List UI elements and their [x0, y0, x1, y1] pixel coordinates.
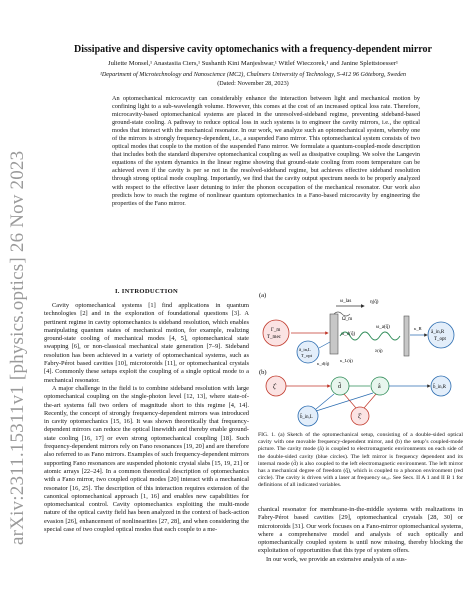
abstract: An optomechanical microcavity can considerably enhance the interaction between light and mechanical motion by confining light to a sub-wavelength volume. However, this comes at the cost of an increased optical loss rate. Therefore, microcavity-based optomechanical systems are placed in the unresolved-sideband regime, preventing sideband-based ground-state cooling. A pathway to reduce optical loss in such systems is to engineer the cavity mirrors, i.e., the optical modes that interact with the mechanical resonator. In our work, we analyze such an optomechanical system, whereby one of the mirrors is strongly frequency-dependent, i.e., a suspended Fano mirror. This optomechanical system consists of two optical modes that couple to the motion of the suspended Fano mirror. We formulate a quantum-coupled-mode description that includes both the standard dispersive optomechanical coupling as well as dissipative coupling. We solve the Langevin equations of the system dynamics in the linear regime showing that ground-state cooling from room temperature can be achieved even if the cavity is per se not in the resolved-sideband regime, but achieves effective sideband resolution through strong optical mode coupling. Importantly, we find that the cavity output spectrum needs to be properly analyzed with respect to the effective laser detuning to infer the phonon occupation of the mechanical resonator. Our work also predicts how to reach the regime of nonlinear quantum optomechanics in a Fano-based microcavity by engineering the properties of the Fano mirror. [112, 95, 420, 207]
affiliation: ¹Department of Microtechnology and Nanoscience (MC2), Chalmers University of Technology, S-412 96 Göteborg, Sweden [99, 71, 407, 78]
a-in-l-label: â_in,L [299, 347, 311, 352]
right-optical-environment-circle [428, 322, 454, 348]
node-d-label: d̂ [338, 384, 341, 390]
t-opt-r-label: T_opt [434, 337, 446, 342]
xi-a-line [364, 394, 376, 408]
mechanical-environment-circle [263, 320, 289, 346]
left-coupling-line [319, 342, 330, 348]
figure-1 [258, 290, 463, 430]
omega-m-label: Ω_m [342, 317, 353, 322]
right-column [258, 506, 463, 610]
left-optical-environment-circle [297, 341, 319, 363]
node-b-in-l-label: b̂_in,L [300, 415, 313, 420]
col2-paragraph-1: chanical resonator for membrane-in-the-middle systems with realizations in Fabry-Pérot based cavities [29], optomechanical crystals [28, 30] or microtoroids [31]. Our work focuses on a Fano-mirror optomechanical systems, where a comprehensive model and analysis of such optically and optomechanically coupled system is until now missing, thereby blocking the exploitation of opportunities that this type of system offers. [258, 506, 463, 555]
lambda-label: λ(q̂) [375, 348, 383, 353]
fano-mirror [330, 314, 338, 354]
kappa-d-label: κ_d(q̂) [317, 361, 330, 366]
kappa-l-label: κ_L(q̂) [340, 358, 353, 363]
arxiv-stamp-container [4, 140, 32, 545]
right-mirror [404, 316, 409, 356]
arxiv-stamp: arXiv:2311.15311v1 [physics.optics] 26 Nov 2023 [7, 150, 28, 545]
node-zeta-label: ζ̂ [273, 384, 276, 390]
a-in-r-label: â_in,R [431, 330, 445, 335]
omega-las-label: ω_las [340, 299, 352, 304]
date-line: (Dated: November 28, 2023) [217, 80, 289, 87]
t-mec-label: T_mec [267, 335, 281, 340]
xi-d-line [344, 394, 356, 408]
node-b-in-r-label: b̂_in,R [433, 385, 446, 390]
col2-paragraph-2: In our work, we provide an extensive analysis of a sus- [266, 555, 407, 563]
eta-q-label: η(q̂) [370, 300, 379, 305]
figure-1-graphic [258, 290, 463, 430]
node-xi-label: ξ̂ [358, 414, 361, 420]
panel-a-label: (a) [259, 292, 267, 299]
intro-paragraph-2: A major challenge in the field is to combine sideband resolution with large optomechanical coupling on the single-photon level [12, 13], where state-of-the-art systems fall two orders of magnitude short to this regime [4, 14]. Recently, the concept of strongly frequency-dependent mirrors was introduced in cavity optomechanics [15, 16]. It was shown theoretically that frequency-dependent mirrors can reduce the optical linewidth and thereby enable ground-state cooling [16, 17] or even strong optomechanical coupling [18]. Such frequency-dependent mirrors rely on Fano resonances [19, 20] and are therefore also referred to as Fano mirrors. Examples of such frequency-dependent mirrors supporting Fano resonances are suspended photonic crystal slabs [15, 19, 21] or atomic arrays [22–24]. In a common theoretical description of optomechanics with a Fano mirror, two coupled optical modes [20] interact with a mechanical resonator [16, 25]. The description of this interaction requires extension of the canonical optomechanical approach [1, 16] and enables new capabilities for optomechanical control. Cavity optomechanics exploiting the multi-mode nature of the optical cavity field has been analyzed in the context of back-action evasion [26], enhancement of nonlinearities [27, 28], and when considering the special case of two coupled optical modes that each couple to a me- [44, 384, 249, 534]
gamma-m-label: Γ_m [271, 328, 281, 333]
omega-d-label: ω_d(q̂) [341, 332, 356, 337]
node-a-label: â [378, 384, 381, 390]
section-heading: I. INTRODUCTION [114, 288, 179, 295]
author-list: Juliette Monsel,¹ Anastasiia Ciers,¹ Sushanth Kini Manjeshwar,¹ Witlef Wieczorek,¹ and Janine Splettstoesser¹ [108, 60, 398, 67]
b-l-d-line [316, 394, 334, 409]
paper-title: Dissipative and dispersive cavity optomechanics with a frequency-dependent mirror [74, 44, 432, 55]
panel-b-label: (b) [259, 369, 267, 376]
intro-paragraph-1: Cavity optomechanical systems [1] find applications in quantum technologies [2] and in the exploration of foundational questions [3]. A pertinent regime in cavity optomechanics is sideband resolution, which enables manipulating quantum states of mechanical motion, for example, realizing ground-state cooling of mechanical modes [4, 5], optomechanical state swapping [6], or non-classical mechanical state generation [7–9]. Sideband resolution has been achieved in a variety of optomechanical systems, such as Fabry-Pérot based cavities [10], microtoroids [11], or optomechanical crystals [4]. Commonly these setups exploit the coupling of a single optical mode to a mechanical resonator. [44, 302, 249, 384]
kappa-r-label: κ_R [414, 326, 422, 331]
t-opt-l-label: T_opt [301, 353, 312, 358]
figure-caption: FIG. 1. (a) Sketch of the optomechanical setup, consisting of a double-sided optical cavity with one movable frequency-dependent mirror, and (b) the setup’s coupled-mode picture. The cavity mode (â) is coupled to electromagnetic environments on each side of the double-sided cavity (blue circles). The left mirror is frequency dependent and its internal mode (d̂) is also coupled to the left electromagnetic environment. The left mirror has a mechanical degree of freedom (q̂), which is coupled to a phonon environment (red circle). The cavity is driven with a laser at frequency ωₗₐₛ. See Secs. II A 1 and II B 1 for definitions of all indicated variables. [258, 432, 463, 489]
omega-a-label: ω_a(q̂) [376, 325, 390, 330]
node-zeta-circle [266, 376, 286, 396]
left-column [44, 302, 249, 610]
